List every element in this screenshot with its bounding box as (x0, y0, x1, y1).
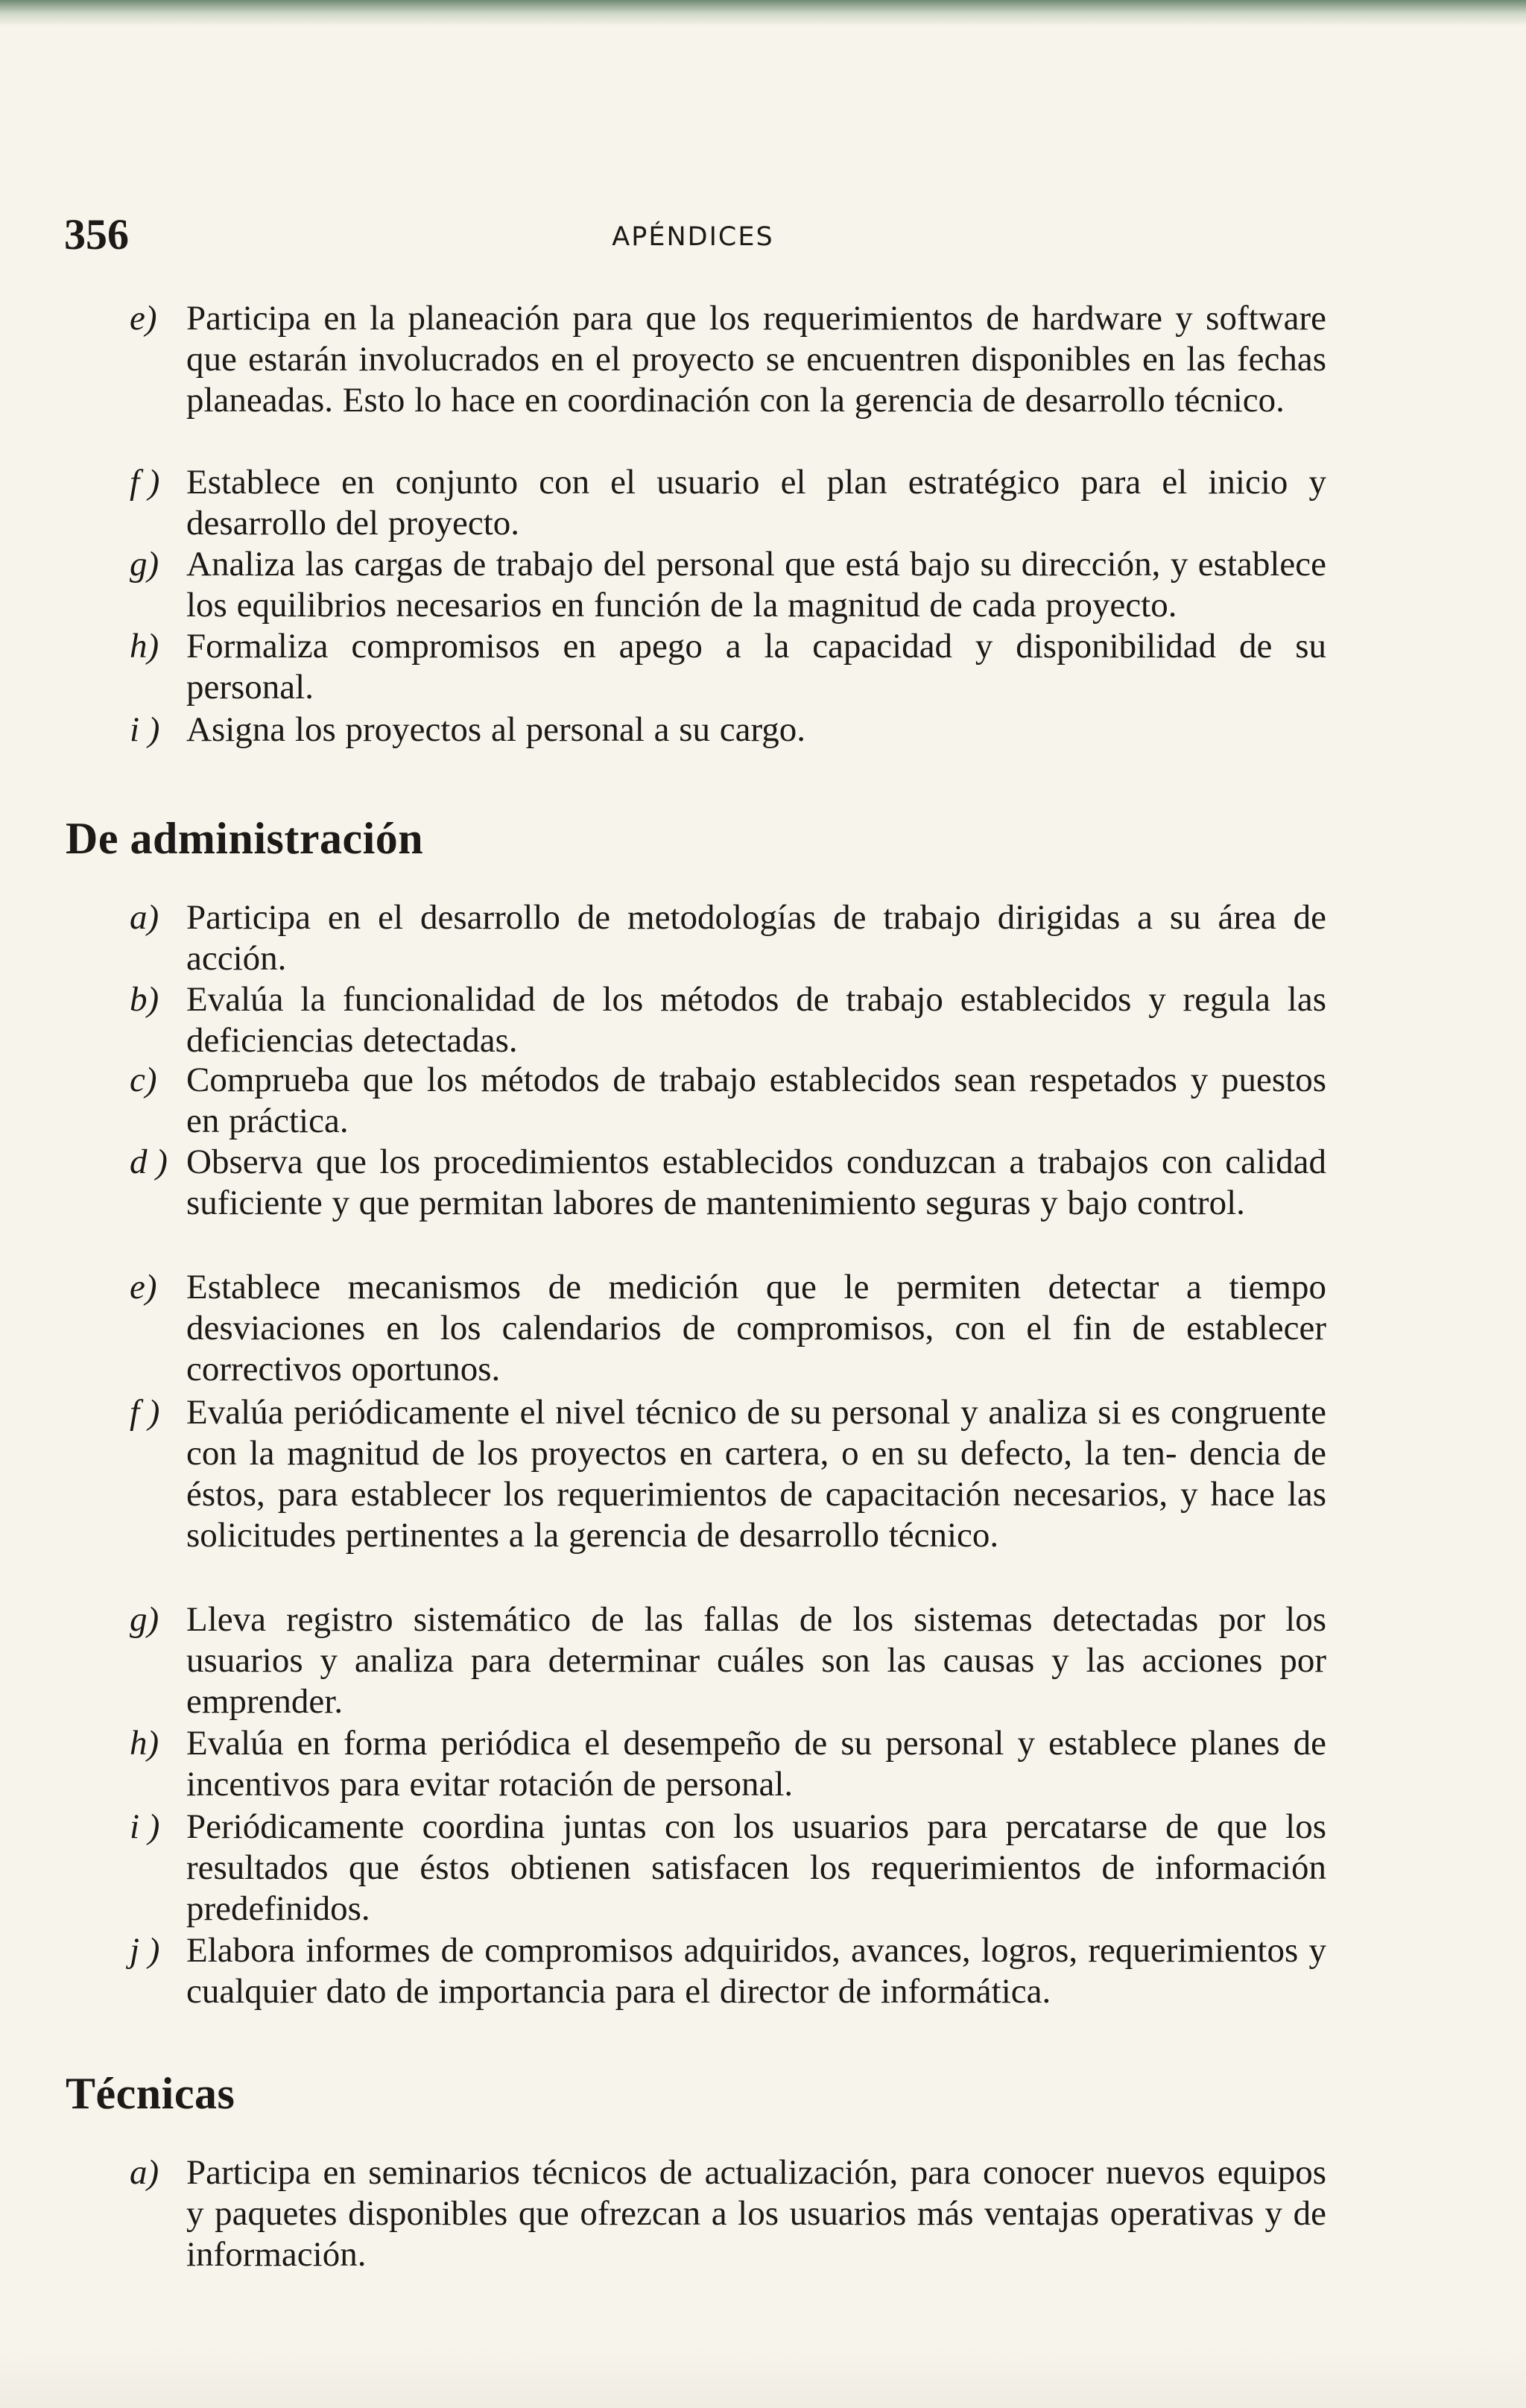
item-letter: g) (130, 1600, 159, 1639)
item-letter: e) (130, 299, 157, 338)
item-letter: b) (130, 980, 159, 1019)
item-text: Evalúa la funcionalidad de los métodos de trabajo establecidos y regula las deficiencias detectadas. (186, 980, 1326, 1060)
item-text: Formaliza compromisos en apego a la capacidad y disponibilidad de su personal. (186, 627, 1326, 707)
item-letter: a) (130, 898, 159, 937)
item-text: Comprueba que los métodos de trabajo establecidos sean respetados y puestos en práctica. (186, 1061, 1326, 1140)
item-text: Elabora informes de compromisos adquiridos, avances, logros, requerimientos y cualquier dato de importancia para el director de informática. (186, 1931, 1326, 2011)
running-head: APÉNDICES (612, 222, 774, 252)
item-text: Evalúa periódicamente el nivel técnico de su personal y analiza si es congruente con la magnitud de los proyectos en cartera, o en su defecto, la ten- dencia de éstos, para establecer los requerimientos de capacitación necesarios, y hace las solicitudes pertinentes a la gerencia de desarrollo técnico. (186, 1393, 1326, 1555)
item-letter: d ) (130, 1143, 168, 1181)
page-number: 356 (64, 210, 129, 259)
item-letter: j ) (130, 1931, 160, 1970)
item-text: Periódicamente coordina juntas con los usuarios para percatarse de que los resultados que éstos obtienen satisfacen los requerimientos de información predefinidos. (186, 1807, 1326, 1928)
item-letter: i ) (130, 1807, 160, 1846)
item-text: Evalúa en forma periódica el desempeño de su personal y establece planes de incentivos para evitar rotación de personal. (186, 1724, 1326, 1804)
item-text: Participa en la planeación para que los requerimientos de hardware y software que estarán involucrados en el proyecto se encuentren disponibles en las fechas planeadas. Esto lo hace en coordinación con la gerencia de desarrollo técnico. (186, 299, 1326, 420)
item-text: Establece en conjunto con el usuario el plan estratégico para el inicio y desarrollo del proyecto. (186, 463, 1326, 543)
page-top-edge (0, 0, 1526, 25)
item-letter: a) (130, 2153, 159, 2192)
item-text: Participa en seminarios técnicos de actualización, para conocer nuevos equipos y paquetes disponibles que ofrezcan a los usuarios más ventajas operativas y de información. (186, 2153, 1326, 2274)
item-text: Observa que los procedimientos establecidos conduzcan a trabajos con calidad suficiente y que permitan labores de mantenimiento seguras y bajo control. (186, 1143, 1326, 1222)
item-text: Analiza las cargas de trabajo del personal que está bajo su dirección, y establece los equilibrios necesarios en función de la magnitud de cada proyecto. (186, 545, 1326, 625)
item-text: Participa en el desarrollo de metodologías de trabajo dirigidas a su área de acción. (186, 898, 1326, 978)
item-text: Establece mecanismos de medición que le permiten detectar a tiempo desviaciones en los calendarios de compromisos, con el fin de establecer correctivos oportunos. (186, 1268, 1326, 1388)
item-text: Asigna los proyectos al personal a su cargo. (186, 710, 806, 749)
item-letter: i ) (130, 710, 160, 749)
item-letter: c) (130, 1061, 157, 1099)
item-letter: h) (130, 1724, 159, 1763)
item-letter: f ) (130, 463, 160, 502)
section-heading-administracion: De administración (66, 814, 424, 863)
item-letter: f ) (130, 1393, 160, 1432)
item-text: Lleva registro sistemático de las fallas de los sistemas detectadas por los usuarios y analiza para determinar cuáles son las causas y las acciones por emprender. (186, 1600, 1326, 1721)
item-letter: h) (130, 627, 159, 666)
item-letter: e) (130, 1268, 157, 1306)
item-letter: g) (130, 545, 159, 584)
section-heading-tecnicas: Técnicas (66, 2069, 235, 2118)
